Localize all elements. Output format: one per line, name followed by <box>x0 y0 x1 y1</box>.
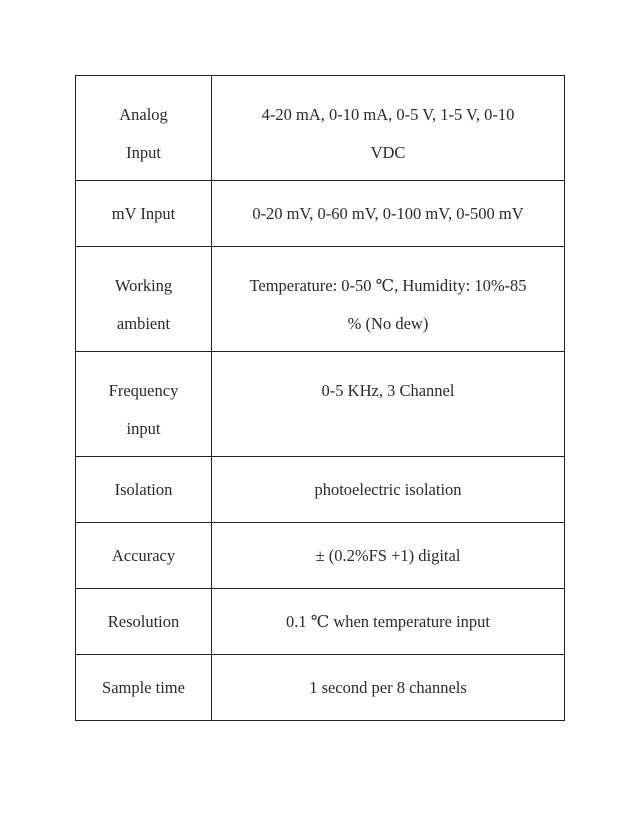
table-row-isolation <box>76 457 565 523</box>
table-row-sample-time <box>76 655 565 721</box>
value-cell <box>212 457 565 523</box>
label-line: Analog <box>119 105 168 124</box>
value-line: ± (0.2%FS +1) digital <box>315 545 461 565</box>
table-row-accuracy <box>76 523 565 589</box>
label-cell <box>76 589 212 655</box>
value-line: 0.1 ℃ when temperature input <box>285 611 491 631</box>
value-cell <box>212 589 565 655</box>
spec-table <box>75 75 565 721</box>
label-line: Frequency <box>108 381 179 400</box>
label-line: Sample time <box>102 677 185 697</box>
label-line: mV Input <box>111 203 176 223</box>
value-line: % (No dew) <box>347 314 429 333</box>
table-row-resolution <box>76 589 565 655</box>
label-line: Accuracy <box>111 545 176 565</box>
value-line: Temperature: 0-50 ℃, Humidity: 10%-85 <box>249 276 527 295</box>
label-cell <box>76 457 212 523</box>
label-cell <box>76 76 212 181</box>
value-cell <box>212 247 565 352</box>
value-cell <box>212 181 565 247</box>
value-line: 1 second per 8 channels <box>309 677 467 697</box>
value-line: 0-20 mV, 0-60 mV, 0-100 mV, 0-500 mV <box>252 203 524 223</box>
label-cell <box>76 655 212 721</box>
label-line: Isolation <box>114 479 173 499</box>
label-cell <box>76 352 212 457</box>
label-cell <box>76 181 212 247</box>
label-line: Working <box>114 276 173 295</box>
table-row-analog-input <box>76 76 565 181</box>
table-row-frequency-input <box>76 352 565 457</box>
label-line: input <box>126 419 161 438</box>
value-cell <box>212 76 565 181</box>
label-line: Input <box>126 143 161 162</box>
value-line: 0-5 KHz, 3 Channel <box>321 381 455 400</box>
value-line: 4-20 mA, 0-10 mA, 0-5 V, 1-5 V, 0-10 <box>261 105 515 124</box>
label-cell <box>76 523 212 589</box>
value-cell <box>212 352 565 457</box>
table-row-working-ambient <box>76 247 565 352</box>
value-cell <box>212 655 565 721</box>
label-cell <box>76 247 212 352</box>
value-line: VDC <box>370 143 406 162</box>
value-cell <box>212 523 565 589</box>
table-row-mv-input <box>76 181 565 247</box>
value-line: photoelectric isolation <box>314 479 462 499</box>
label-line: ambient <box>116 314 171 333</box>
label-line: Resolution <box>107 611 180 631</box>
